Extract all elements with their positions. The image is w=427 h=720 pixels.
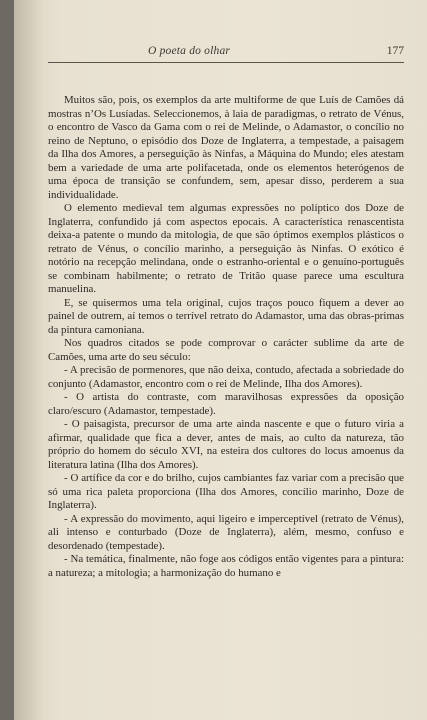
list-item: - A precisão de pormenores, que não deixa, contudo, afectada a sobriedade do conjunto (Adamastor, encontro com o rei de Melinde, Ilha dos Amores). (48, 364, 404, 390)
page-gutter-shadow (14, 0, 44, 720)
list-item: - A expressão do movimento, aqui ligeiro e imperceptível (retrato de Vénus), ali intenso e conturbado (Doze de Inglaterra), além, mesmo, confuso e desordenado (tempestade). (48, 512, 404, 552)
paragraph: E, se quisermos uma tela original, cujos traços pouco fiquem a dever ao painel de outrem, aí temos o terrível retrato do Adamastor, uma das obras-primas da pintura camoniana. (48, 296, 404, 336)
list-item: - O artista do contraste, com maravilhosas expressões da oposição claro/escuro (Adamastor, tempestade). (48, 391, 404, 417)
paragraph: Nos quadros citados se pode comprovar o carácter sublime da arte de Camões, uma arte do seu século: (48, 337, 404, 363)
body-text (48, 94, 404, 580)
paragraph: Muitos são, pois, os exemplos da arte multiforme de que Luís de Camões dá mostras n’Os Lusíadas. Seleccionemos, à laia de paradigmas, o retrato de Vénus, o encontro de Vasco da Gama com o rei de Melinde, o Adamastor, o concílio no reino de Neptuno, o episódio dos Doze de Inglaterra, a tempestade, a paisagem da Ilha dos Amores, a perseguição às Ninfas, a Máquina do Mundo; eles atestam bem a variedade de uma arte polifacetada, onde os elementos heterógenos de uma época de transição se confundem, sem, apesar disso, perderem a sua individualidade. (48, 94, 404, 201)
list-item: - O artífice da cor e do brilho, cujos cambiantes faz variar com a precisão que só uma rica paleta proporciona (Ilha dos Amores, concílio marinho, Doze de Inglaterra). (48, 472, 404, 511)
list-item: - O paisagista, precursor de uma arte ainda nascente e que o futuro viria a afirmar, qualidade que fica a dever, antes de mais, ao culto da natureza, tão próprio do homem do século XVI, na esteira dos cultores do locus amoenus da literatura latina (Ilha dos Amores). (48, 418, 404, 471)
page-header (48, 44, 404, 63)
running-title: O poeta do olhar (148, 45, 231, 57)
page-number: 177 (386, 45, 404, 57)
list-item: - Na temática, finalmente, não foge aos códigos então vigentes para a pintura: a natureza; a mitologia; a harmonização do humano e (48, 553, 404, 579)
paragraph: O elemento medieval tem algumas expressões no políptico dos Doze de Inglaterra, confundido já com aspectos epocais. A característica renascentista deixa-a patente o mundo da mitologia, de que são óptimos exemplos plásticos o retrato de Vénus, o concílio marinho, a perseguição às Ninfas. O exótico é notório na recepção melindana, onde o estranho-oriental e o genuíno-português se combinam habilmente; o retrato de Tritão quase parece uma escultura manuelina. (48, 202, 404, 295)
book-page (14, 0, 427, 720)
